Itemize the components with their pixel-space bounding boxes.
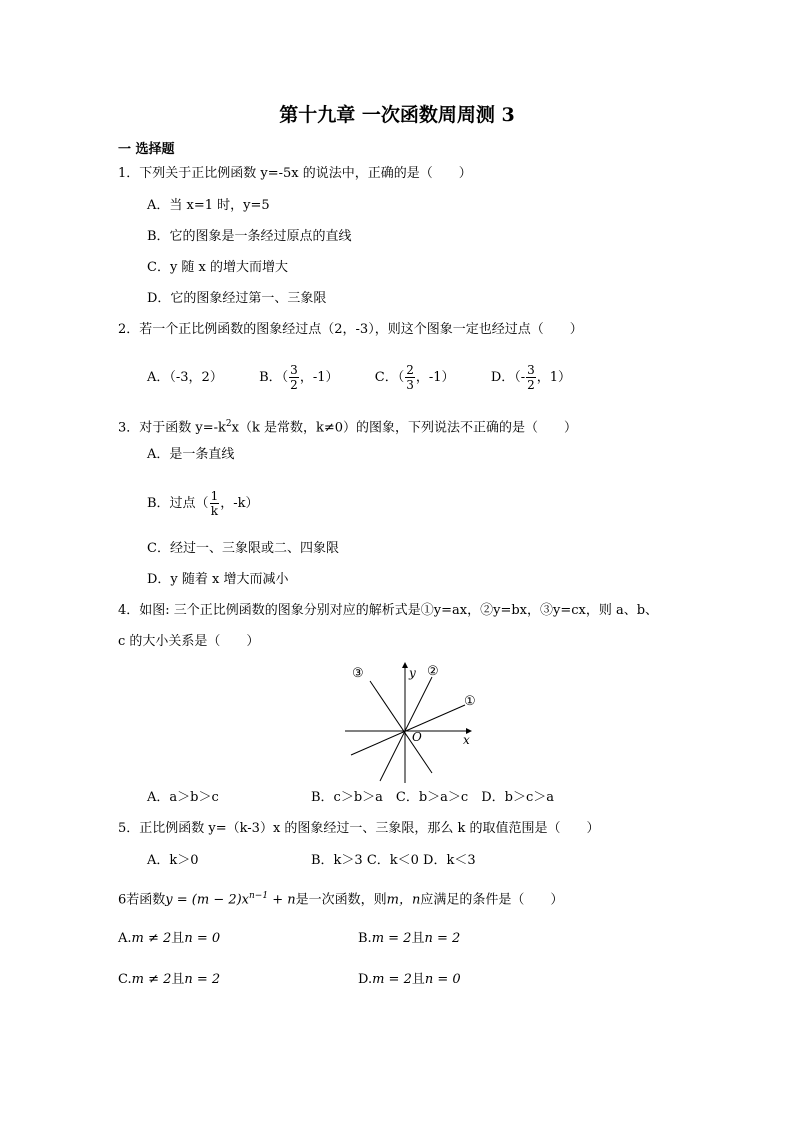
question-3-option-b: B．过点（ $\frac{1}{k}$ ，-k） [147, 489, 259, 518]
question-2-option-c: C．（ $\frac{2}{3}$ ，-1） [374, 363, 455, 392]
question-3-option-c: C．经过一、三象限或二、四象限 [147, 541, 339, 556]
question-4-option-a: A．a＞b＞c [147, 790, 219, 805]
question-2-option-a: A．（-3，2） [147, 370, 223, 385]
question-2-option-b: B．（ $\frac{3}{2}$ ，-1） [259, 363, 339, 392]
line-1 [351, 705, 465, 755]
page-title: 第十九章 一次函数周周测 3 [279, 104, 515, 126]
question-6-option-a: A.m ≠ 2且n = 0 [118, 931, 221, 946]
question-6-option-b: B.m = 2且n = 2 [358, 931, 461, 946]
question-3-stem: 3．对于函数 $y=-k^2x(k$ 是常数，k≠0）的图象，下列说法不正确的是（ ） [118, 419, 578, 436]
question-4-stem-line-1: 4．如图: 三个正比例函数的图象分别对应的解析式是①y=ax，②y=bx，③y=cx，则 a、b、 [118, 603, 659, 618]
label-2: ② [427, 664, 439, 679]
question-1-option-b: B．它的图象是一条经过原点的直线 [147, 229, 352, 244]
question-4-figure [330, 655, 490, 785]
question-4-options-bcd: B．c＞b＞a C．b＞a＞c D．b＞c＞a [311, 790, 554, 805]
y-axis-label: y [409, 666, 416, 680]
question-4-stem-line-2: c 的大小关系是（ ） [118, 634, 260, 649]
y-axis-arrow [402, 662, 408, 668]
question-3-option-d: D．y 随着 x 增大而减小 [147, 572, 289, 587]
question-5-stem: 5．正比例函数 y=（k-3）x 的图象经过一、三象限，那么 k 的取值范围是（ ） [118, 821, 600, 836]
fraction: $\frac{3}{2}$ [290, 363, 298, 392]
question-2-stem: 2．若一个正比例函数的图象经过点（2，-3），则这个图象一定也经过点（ ） [118, 322, 583, 337]
question-6-option-d: D.m = 2且n = 0 [358, 972, 461, 987]
question-1-option-a: A．当 x=1 时，y=5 [147, 198, 270, 213]
question-3-option-a: A．是一条直线 [147, 447, 235, 462]
question-2-options [147, 361, 571, 395]
question-1-stem: 1．下列关于正比例函数 y=-5x 的说法中，正确的是（ ） [118, 166, 472, 181]
question-5-option-a: A．k＞0 [147, 853, 199, 868]
section-heading: 一 选择题 [118, 142, 175, 157]
question-1-option-c: C．y 随 x 的增大而增大 [147, 260, 289, 275]
question-6-option-c: C.m ≠ 2且n = 2 [118, 972, 221, 987]
line-2 [380, 677, 432, 781]
x-axis-label: x [463, 733, 470, 747]
fraction: $\frac{3}{2}$ [527, 363, 535, 392]
question-5-options-bcd: B．k＞3 C．k＜0 D．k＜3 [311, 853, 476, 868]
question-6-stem: 6若函数$y = (m - 2)x^{n-1} + n$是一次函数，则m，n应满足的条件是（ ） [118, 891, 564, 908]
origin-label: O [412, 730, 422, 744]
question-2-option-d: D．（- $\frac{3}{2}$ ，1） [490, 363, 572, 392]
question-1-option-d: D．它的图象经过第一、三象限 [147, 291, 327, 306]
fraction: $\frac{1}{k}$ [210, 489, 219, 518]
label-3: ③ [352, 666, 364, 681]
label-1: ① [464, 694, 476, 709]
fraction: $\frac{2}{3}$ [406, 363, 414, 392]
